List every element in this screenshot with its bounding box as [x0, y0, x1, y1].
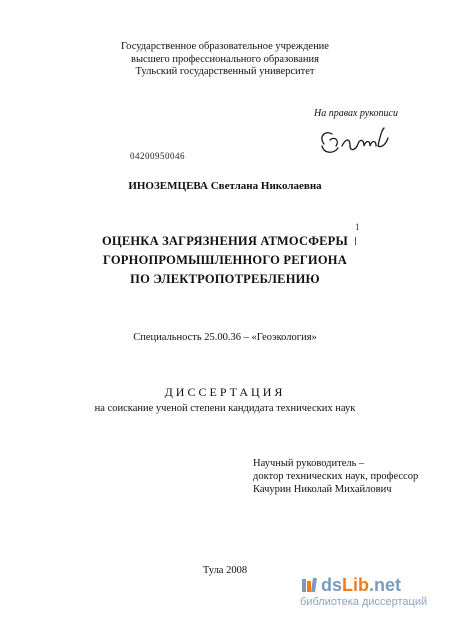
margin-mark: 1 — [355, 222, 360, 232]
margin-tick — [355, 237, 356, 245]
institution-header — [0, 41, 450, 79]
supervisor-line-2: доктор технических наук, профессор — [253, 471, 419, 482]
institution-line-3: Тульский государственный университет — [135, 66, 315, 77]
dslib-watermark — [300, 576, 427, 608]
title-line-1: ОЦЕНКА ЗАГРЯЗНЕНИЯ АТМОСФЕРЫ — [102, 234, 348, 248]
manuscript-rights-note: На правах рукописи — [314, 108, 398, 119]
degree-line: на соискание ученой степени кандидата технических наук — [94, 403, 356, 414]
registration-number: 04200950046 — [130, 151, 185, 161]
document-type: ДИССЕРТАЦИЯ — [164, 385, 286, 399]
title-line-3: ПО ЭЛЕКТРОПОТРЕБЛЕНИЮ — [130, 272, 320, 286]
institution-line-1: Государственное образовательное учреждение — [121, 41, 329, 52]
dissertation-title — [0, 232, 450, 289]
watermark-subtitle: библиотека диссертаций — [300, 596, 428, 608]
title-line-2: ГОРНОПРОМЫШЛЕННОГО РЕГИОНА — [103, 253, 347, 267]
handwritten-signature — [316, 126, 396, 160]
book-stack-icon — [300, 576, 318, 594]
watermark-suffix: .net — [369, 575, 402, 595]
watermark-brand — [300, 576, 427, 594]
author-name: ИНОЗЕМЦЕВА Светлана Николаевна — [128, 180, 322, 192]
institution-line-2: высшего профессионального образования — [131, 53, 319, 65]
watermark-mid: Lib — [342, 575, 370, 595]
supervisor-block — [253, 457, 418, 496]
specialty-line: Специальность 25.00.36 – «Геоэкология» — [133, 332, 317, 343]
watermark-prefix: ds — [321, 575, 343, 595]
supervisor-line-3: Качурин Николай Михайлович — [253, 484, 392, 495]
supervisor-line-1: Научный руководитель – — [253, 458, 365, 469]
city-year: Тула 2008 — [202, 565, 248, 576]
